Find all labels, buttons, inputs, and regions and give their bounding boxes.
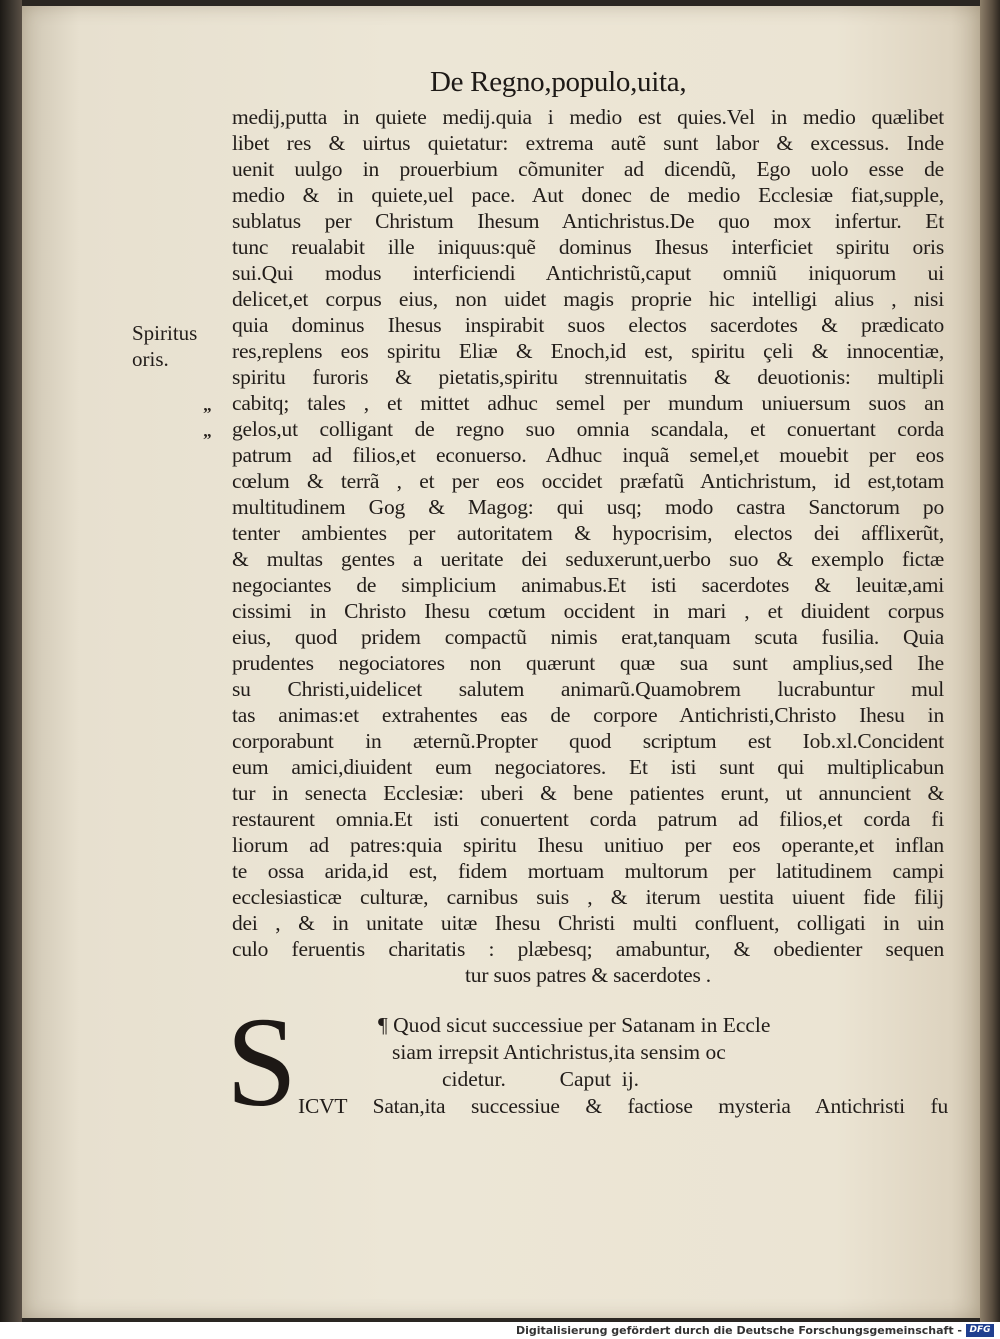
text-line: su Christi,uidelicet salutem animarũ.Quamobrem lucrabuntur mul bbox=[232, 677, 944, 701]
text-line: multitudinem Gog & Magog: qui usq; modo castra Sanctorum po bbox=[232, 495, 944, 519]
chapter-first-line: ICVT Satan,ita successiue & factiose mysteria Antichristi fu bbox=[298, 1094, 948, 1118]
body-text bbox=[232, 104, 944, 988]
text-line: tunc reualabit ille iniquus:quẽ dominus Ihesus interficiet spiritu oris bbox=[232, 235, 944, 259]
text-line: dei , & in unitate uitæ Ihesu Christi multi confluent, colligati in uin bbox=[232, 911, 944, 935]
text-line: quia dominus Ihesus inspirabit suos electos sacerdotes & prædicato bbox=[232, 313, 944, 337]
text-line: sublatus per Christum Ihesum Antichristus.De quo mox infertur. Et bbox=[232, 209, 944, 233]
chapter-heading-line-2: siam irrepsit Antichristus,ita sensim oc bbox=[392, 1040, 726, 1064]
margin-note-line-1: Spiritus bbox=[132, 321, 198, 345]
text-line: gelos,ut colligant de regno suo omnia scandala, et conuertant corda bbox=[232, 417, 944, 441]
text-line: medij,putta in quiete medij.quia i medio est quies.Vel in medio quælibet bbox=[232, 105, 944, 129]
text-line: te ossa arida,id est, fidem mortuam multorum per latitudinem campi bbox=[232, 859, 944, 883]
text-line: eius, quod pridem compactũ nimis erat,tanquam scuta fusilia. Quia bbox=[232, 625, 944, 649]
text-line: libet res & uirtus quietatur: extrema autẽ sunt labor & excessus. Inde bbox=[232, 131, 944, 155]
text-line: cœlum & terrã , et per eos occidet præfatũ Antichristum, id est,totam bbox=[232, 469, 944, 493]
text-line: liorum ad patres:quia spiritu Ihesu unitiuo per eos operante,et inflan bbox=[232, 833, 944, 857]
text-line: culo feruentis charitatis : plæbesq; amabuntur, & obedienter sequen bbox=[232, 937, 944, 961]
text-line: spiritu furoris & pietatis,spiritu strennuitatis & deuotionis: multipli bbox=[232, 365, 944, 389]
chapter-heading bbox=[378, 1012, 858, 1093]
text-line: cissimi in Christo Ihesu cœtum occident in mari , et diuident corpus bbox=[232, 599, 944, 623]
text-line: tur in senecta Ecclesiæ: uberi & bene patientes erunt, ut annuncient & bbox=[232, 781, 944, 805]
book-spine bbox=[0, 0, 22, 1322]
text-line: negociantes de simplicium animabus.Et isti sacerdotes & leuitæ,ami bbox=[232, 573, 944, 597]
decorated-initial: S bbox=[226, 991, 298, 1133]
text-line: tenter ambientes per autoritatem & hypocrisim, electos dei afflixerũt, bbox=[232, 521, 944, 545]
text-line: sui.Qui modus interficiendi Antichristũ,caput omniũ iniquorum ui bbox=[232, 261, 944, 285]
footer-credit: Digitalisierung gefördert durch die Deutsche Forschungsgemeinschaft - bbox=[515, 1324, 962, 1337]
text-line: corporabunt in æternũ.Propter quod scriptum est Iob.xl.Concident bbox=[232, 729, 944, 753]
page-edge bbox=[980, 0, 1000, 1322]
text-line: uenit uulgo in prouerbium cõmuniter ad dicendũ, Ego uolo esse de bbox=[232, 157, 944, 181]
text-line: tur suos patres & sacerdotes . bbox=[465, 963, 711, 987]
running-header: De Regno,populo,uita, bbox=[430, 66, 687, 98]
digitization-footer bbox=[0, 1322, 1000, 1339]
quote-mark-1: ” bbox=[203, 404, 212, 423]
text-line: res,replens eos spiritu Eliæ & Enoch,id est, spiritu çeli & innocentiæ, bbox=[232, 339, 944, 363]
text-line: & multas gentes a ueritate dei seduxerunt,uerbo suo & exemplo fictæ bbox=[232, 547, 944, 571]
text-line: cabitq; tales , et mittet adhuc semel per mundum uniuersum suos an bbox=[232, 391, 944, 415]
text-line: patrum ad filios,et econuerso. Adhuc inquã semel,et mouebit per eos bbox=[232, 443, 944, 467]
text-line: restaurent omnia.Et isti conuertent corda patrum ad filios,et corda fi bbox=[232, 807, 944, 831]
text-line: ecclesiasticæ culturæ, carnibus suis , & iterum uestita uiuent fide filij bbox=[232, 885, 944, 909]
margin-note-line-2: oris. bbox=[132, 347, 169, 371]
dfg-logo: DFG bbox=[966, 1324, 994, 1337]
text-line: eum amici,diuident eum negociatores. Et isti sunt qui multiplicabun bbox=[232, 755, 944, 779]
text-line: prudentes negociatores non quærunt quæ sua sunt amplius,sed Ihe bbox=[232, 651, 944, 675]
text-line: delicet,et corpus eius, non uidet magis proprie hic intelligi alius , nisi bbox=[232, 287, 944, 311]
text-line: medio & in quiete,uel pace. Aut donec de medio Ecclesiæ fiat,supple, bbox=[232, 183, 944, 207]
text-line: tas animas:et extrahentes eas de corpore Antichristi,Christo Ihesu in bbox=[232, 703, 944, 727]
quote-mark-2: ” bbox=[203, 430, 212, 449]
chapter-heading-line-3: cidetur. Caput ij. bbox=[442, 1067, 640, 1091]
chapter-heading-line-1: ¶ Quod sicut successiue per Satanam in Eccle bbox=[378, 1013, 771, 1037]
